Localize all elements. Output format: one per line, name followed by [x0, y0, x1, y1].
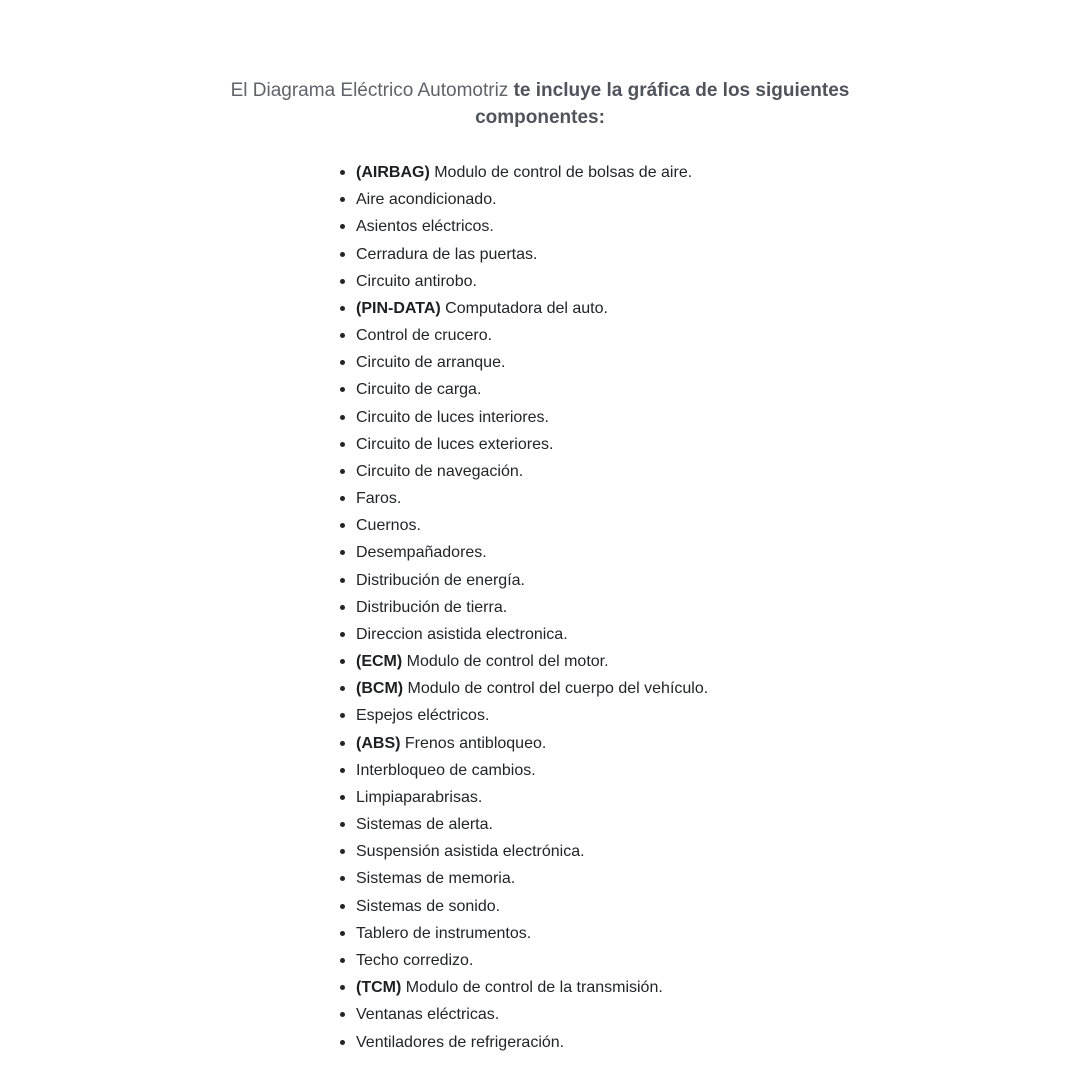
list-item	[356, 947, 708, 974]
list-item	[356, 159, 708, 186]
list-item	[356, 567, 708, 594]
bullet-icon	[340, 197, 345, 202]
heading-intro: El Diagrama Eléctrico Automotriz	[230, 80, 509, 101]
component-code: (ABS)	[356, 734, 401, 752]
component-text: Sistemas de alerta.	[356, 816, 493, 834]
bullet-icon	[340, 550, 345, 555]
bullet-icon	[340, 958, 345, 963]
bullet-icon	[340, 496, 345, 501]
component-text: Techo corredizo.	[356, 951, 474, 969]
component-text: Suspensión asistida electrónica.	[356, 843, 585, 861]
component-text: Control de crucero.	[356, 327, 493, 345]
component-text: Circuito de luces interiores.	[356, 408, 549, 426]
component-text: Tablero de instrumentos.	[356, 924, 532, 942]
component-text: Ventiladores de refrigeración.	[356, 1033, 565, 1051]
bullet-icon	[340, 170, 345, 175]
list-item	[356, 838, 708, 865]
bullet-icon	[340, 768, 345, 773]
list-item	[356, 811, 708, 838]
list-item	[356, 322, 708, 349]
bullet-icon	[340, 279, 345, 284]
component-text: Computadora del auto.	[445, 299, 608, 317]
bullet-icon	[340, 904, 345, 909]
bullet-icon	[340, 360, 345, 365]
component-code: (PIN-DATA)	[356, 299, 441, 317]
heading-emphasis-line2: componentes:	[475, 107, 605, 128]
component-text: Espejos eléctricos.	[356, 707, 490, 725]
list-item	[356, 295, 708, 322]
bullet-icon	[340, 686, 345, 691]
component-text: Frenos antibloqueo.	[404, 734, 547, 752]
list-item	[356, 431, 708, 458]
bullet-icon	[340, 442, 345, 447]
component-text: Modulo de control de la transmisión.	[405, 979, 663, 997]
component-code: (AIRBAG)	[356, 164, 430, 181]
component-code: (BCM)	[356, 680, 404, 698]
list-item	[356, 349, 708, 376]
list-item	[356, 404, 708, 431]
heading-emphasis-line1: te incluye la gráfica de los siguientes	[513, 80, 850, 101]
bullet-icon	[340, 415, 345, 420]
bullet-icon	[340, 1040, 345, 1045]
component-text: Modulo de control del motor.	[406, 653, 609, 671]
list-item	[356, 458, 708, 485]
bullet-icon	[340, 578, 345, 583]
component-text: Ventanas eléctricas.	[356, 1006, 500, 1024]
component-code: (TCM)	[356, 979, 402, 997]
list-item	[356, 1001, 708, 1028]
list-item	[356, 213, 708, 240]
list-item	[356, 268, 708, 295]
component-text: Aire acondicionado.	[356, 191, 497, 209]
list-item	[356, 675, 708, 702]
component-text: Limpiaparabrisas.	[356, 788, 483, 806]
bullet-icon	[340, 469, 345, 474]
list-item	[356, 865, 708, 892]
list-item	[356, 485, 708, 512]
component-text: Distribución de tierra.	[356, 598, 508, 616]
list-item	[356, 702, 708, 729]
list-item	[356, 730, 708, 757]
component-text: Circuito de luces exteriores.	[356, 435, 554, 453]
bullet-icon	[340, 252, 345, 257]
component-text: Cuernos.	[356, 517, 421, 535]
list-item	[356, 648, 708, 675]
list-item	[356, 376, 708, 403]
list-item	[356, 241, 708, 268]
list-item	[356, 893, 708, 920]
component-code: (ECM)	[356, 653, 403, 671]
list-item	[356, 920, 708, 947]
bullet-icon	[340, 605, 345, 610]
component-text: Cerradura de las puertas.	[356, 245, 538, 263]
bullet-icon	[340, 523, 345, 528]
component-text: Circuito de carga.	[356, 381, 482, 399]
bullet-icon	[340, 1012, 345, 1017]
component-text: Circuito de arranque.	[356, 354, 506, 372]
bullet-icon	[340, 387, 345, 392]
list-item	[356, 784, 708, 811]
component-text: Asientos eléctricos.	[356, 218, 494, 236]
component-text: Circuito antirobo.	[356, 272, 477, 290]
component-text: Modulo de control del cuerpo del vehículo.	[407, 680, 709, 698]
list-item	[356, 594, 708, 621]
list-item	[356, 539, 708, 566]
list-item	[356, 1029, 708, 1056]
list-item	[356, 512, 708, 539]
component-text: Distribución de energía.	[356, 571, 525, 589]
list-item	[356, 757, 708, 784]
list-item	[356, 974, 708, 1001]
bullet-icon	[340, 333, 345, 338]
bullet-icon	[340, 849, 345, 854]
component-text: Faros.	[356, 490, 402, 508]
bullet-icon	[340, 632, 345, 637]
component-text: Interbloqueo de cambios.	[356, 761, 536, 779]
bullet-icon	[340, 985, 345, 990]
component-text: Sistemas de memoria.	[356, 870, 516, 888]
component-text: Circuito de navegación.	[356, 462, 524, 480]
bullet-icon	[340, 713, 345, 718]
bullet-icon	[340, 659, 345, 664]
component-text: Direccion asistida electronica.	[356, 625, 568, 643]
bullet-icon	[340, 795, 345, 800]
bullet-icon	[340, 876, 345, 881]
list-item	[356, 621, 708, 648]
page-heading	[0, 77, 1080, 131]
bullet-icon	[340, 306, 345, 311]
component-list	[356, 159, 708, 1056]
component-text: Desempañadores.	[356, 544, 487, 562]
component-text: Sistemas de sonido.	[356, 897, 501, 915]
bullet-icon	[340, 822, 345, 827]
component-text: Modulo de control de bolsas de aire.	[434, 164, 693, 181]
bullet-icon	[340, 931, 345, 936]
bullet-icon	[340, 224, 345, 229]
bullet-icon	[340, 741, 345, 746]
list-item	[356, 186, 708, 213]
